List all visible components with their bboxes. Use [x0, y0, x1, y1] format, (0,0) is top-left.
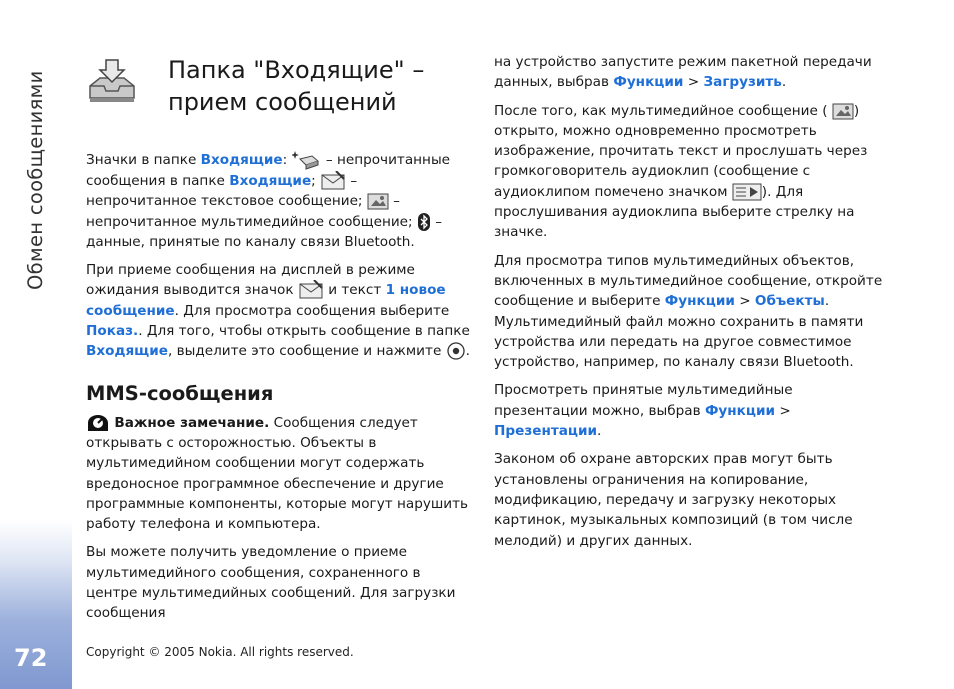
link-show[interactable]: Показ.: [86, 323, 139, 340]
link-presentations[interactable]: Презентации: [494, 423, 598, 440]
text: При приеме сообщения на дисплей в режиме ожидания выводится значок: [86, 262, 415, 299]
mms-icon: [367, 191, 389, 211]
footer-copyright: Copyright © 2005 Nokia. All rights reserved.: [86, 645, 354, 659]
inbox-tray-icon: [86, 56, 138, 106]
standby-paragraph: [86, 260, 470, 361]
text: – данные, принятые по каналу связи Bluetooth.: [86, 213, 443, 250]
presentations-paragraph: [494, 380, 886, 441]
text: >: [734, 293, 755, 310]
text: . Для того, чтобы открыть сообщение в папке: [138, 323, 470, 340]
link-options[interactable]: Функции: [613, 74, 684, 91]
mms-icon: [832, 101, 854, 121]
sidebar: [0, 0, 72, 689]
text: . Для просмотра сообщения выберите: [174, 302, 450, 319]
text: Просмотреть принятые мультимедийные презентации можно, выбрав: [494, 382, 793, 419]
objects-paragraph: [494, 251, 886, 373]
text: Значки в папке: [86, 152, 201, 168]
text: .: [597, 423, 602, 440]
text: .: [465, 343, 470, 360]
text: на устройство запустите режим пакетной передачи данных, выбрав: [494, 54, 872, 91]
warning-hand-icon: [86, 413, 110, 433]
text: – непрочитанные сообщения в папке: [86, 152, 451, 189]
text: ) открыто, можно одновременно просмотреть изображение, прочитать текст и прослушать через громкоговоритель аудиоклип (сообщение с аудиоклипом помечено значком: [494, 102, 868, 200]
note-text: Сообщения следует открывать с осторожностью. Объекты в мультимедийном сообщении могут содержать вредоносное программное обеспечение и другие программные компоненты, которые могут нарушить работу телефона и компьютера.: [86, 414, 469, 533]
selection-key-icon: [446, 341, 466, 361]
link-new-message[interactable]: 1 новое сообщение: [86, 282, 446, 319]
link-options[interactable]: Функции: [664, 293, 735, 310]
left-column: [86, 149, 470, 632]
bluetooth-icon: [417, 212, 431, 232]
text: :: [282, 152, 292, 168]
text: >: [683, 74, 704, 91]
text: После того, как мультимедийное сообщение (: [494, 102, 828, 119]
text: .: [781, 74, 787, 91]
copyright-law-paragraph: Законом об охране авторских прав могут быть установлены ограничения на копирование, модификацию, передачу и загрузку некоторых картинок, музыкальных композиций (в том числе мелодий) и других данных.: [494, 451, 853, 549]
new-message-icon: [292, 149, 322, 171]
download-paragraph: [494, 52, 886, 93]
page-title: Папка "Входящие" – прием сообщений: [168, 56, 425, 116]
text: – непрочитанное мультимедийное сообщение;: [86, 193, 417, 230]
link-download[interactable]: Загрузить: [703, 74, 782, 91]
notification-paragraph: Вы можете получить уведомление о приеме мультимедийного сообщения, сохраненного в центре мультимедийных сообщений. Для загрузки сообщения: [86, 544, 456, 622]
text: ;: [311, 173, 321, 189]
section-title: Обмен сообщениями: [24, 70, 47, 290]
link-inbox[interactable]: Входящие: [229, 173, 312, 189]
note-label: Важное замечание.: [114, 414, 270, 431]
link-options[interactable]: Функции: [704, 402, 776, 419]
text: и текст: [323, 282, 386, 299]
text: . Мультимедийный файл можно сохранить в памяти устройства или передать на другое совместимое устройство, например, по каналу связи Bluetooth.: [494, 293, 864, 371]
section-heading: MMS-сообщения: [86, 381, 274, 405]
text: >: [775, 402, 791, 419]
link-inbox[interactable]: Входящие: [200, 152, 283, 168]
icons-paragraph: [86, 149, 470, 252]
audio-clip-icon: [732, 182, 762, 202]
link-objects[interactable]: Объекты: [754, 293, 825, 310]
mms-open-paragraph: [494, 101, 886, 243]
page-number: 72: [14, 644, 48, 672]
right-column: [494, 52, 886, 559]
text: , выделите это сообщение и нажмите: [167, 343, 446, 360]
important-note: [86, 413, 470, 535]
envelope-icon: [298, 280, 324, 300]
envelope-icon: [320, 171, 346, 191]
text: Для просмотра типов мультимедийных объектов, включенных в мультимедийное сообщение, откройте сообщение и выберите: [494, 252, 883, 310]
text: ). Для прослушивания аудиоклипа выберите стрелку на значке.: [494, 183, 855, 241]
text: – непрочитанное текстовое сообщение;: [86, 173, 367, 210]
link-inbox[interactable]: Входящие: [86, 343, 168, 360]
